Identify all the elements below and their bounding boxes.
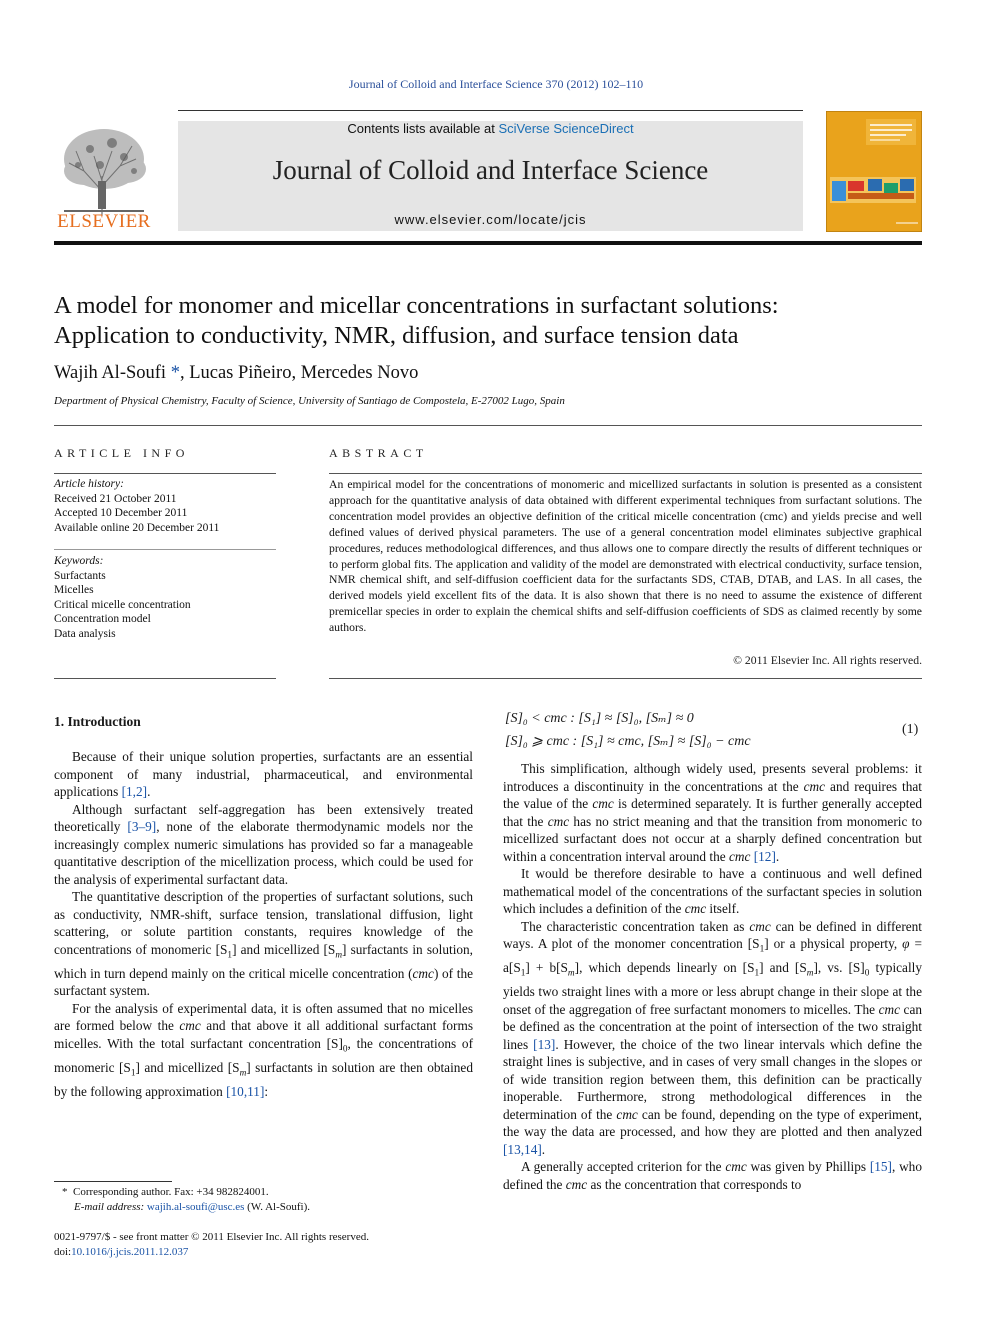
abstract-bottom-rule (329, 678, 922, 679)
footnote (62, 1185, 472, 1215)
right-column (503, 760, 922, 1193)
contents-prefix: Contents lists available at (347, 121, 499, 136)
author-list (54, 363, 418, 384)
title-line-2: Application to conductivity, NMR, diffusion, and surface tension data (54, 322, 739, 349)
author-name: Wajih Al-Soufi (54, 363, 167, 383)
accepted-date: Accepted 10 December 2011 (54, 507, 188, 519)
online-date: Available online 20 December 2011 (54, 521, 220, 534)
keywords-rule (54, 549, 276, 550)
article-info-rule (54, 473, 276, 474)
issn-line: 0021-9797/$ - see front matter © 2011 Elsevier Inc. All rights reserved. (54, 1231, 369, 1243)
title-line-1: A model for monomer and micellar concentrations in surfactant solutions: (54, 292, 779, 319)
journal-name: Journal of Colloid and Interface Science (272, 155, 709, 185)
info-bottom-rule (54, 678, 276, 679)
article-info-heading: ARTICLE INFO (54, 446, 189, 460)
intro-paragraph-4: For the analysis of experimental data, it is often assumed that no micelles are formed below the cmc and that above it all additional surfactant forms micelles. With the total surfactant concentration $[S]_0$, the concentrations of monomeric $[S_1]$ and micellized $[S_m]$ surfactants in solution are then obtained by the following approximation [10,11]: (54, 1000, 474, 1099)
equation-line-1: [S]₀ < cmc : [S₁] ≈ [S]₀, [Sₘ] ≈ 0 (505, 711, 694, 726)
doi-link[interactable]: 10.1016/j.jcis.2011.12.037 (71, 1245, 189, 1258)
history-label: Article history: (54, 478, 124, 490)
keyword: Critical micelle concentration (54, 598, 191, 611)
keywords-block (54, 554, 276, 641)
citation-link[interactable]: [1,2] (121, 784, 148, 799)
body-paragraph-2: It would be therefore desirable to have a continuous and well defined mathematical model of the concentrations of the surfactant species in solution which includes a definition of the cmc itself. (503, 866, 922, 916)
title-divider (54, 425, 922, 426)
abstract-copyright: © 2011 Elsevier Inc. All rights reserved. (733, 654, 922, 667)
article-history (54, 477, 276, 535)
citation-link[interactable]: [13] (533, 1036, 556, 1052)
affiliation: Department of Physical Chemistry, Faculty of Science, University of Santiago de Compostela, E-27002 Lugo, Spain (54, 395, 565, 407)
equation-line-2: [S]₀ ⩾ cmc : [S₁] ≈ cmc, [Sₘ] ≈ [S]₀ − cmc (505, 734, 751, 749)
email-link[interactable]: wajih.al-soufi@usc.es (146, 1201, 245, 1213)
intro-paragraph-3: The quantitative description of the properties of surfactant solutions, such as conductivity, NMR-shift, surface tension, translational diffusion, light scattering, or solute partition constants, requires knowledge of the concentrations of monomeric $[S_1]$ and micellized $[S_m]$ surfactants in solution, which in turn depend mainly on the critical micelle concentration (cmc) of the surfactant system. (54, 889, 474, 999)
contents-available-line (178, 121, 803, 136)
header-thick-rule (54, 241, 922, 245)
received-date: Received 21 October 2011 (54, 492, 177, 505)
equation-number: (1) (902, 722, 919, 737)
corresponding-author-mark[interactable]: * (166, 363, 180, 383)
body-paragraph-3: The characteristic concentration taken as cmc can be defined in different ways. A plot of the monomer concentration $[S_1]$ or a physical property, $\varphi = a[S_1] + b[S_m]$, which depends linearly on $[S_1]$ and $[S_m]$, vs. $[S]_0$ typically yields two straight lines with a more or less abrupt change in their slope at the onset of the aggregation of free surfactant monomers to micelles. The cmc can be defined as the concentration at the point of intersection of the two straight lines [13]. However, the choice of the two linear intervals which define the straight lines is subjective, and in cases of very small changes in the slopes or of wide transition region between them, this definition can be practically inoperable. Furthermore, strong methodological differences in the determination of the cmc can be found, depending on the type of experiment, the way the data are processed, and how they are plotted and then analyzed [13,14]. (503, 918, 922, 1157)
journal-reference[interactable]: Journal of Colloid and Interface Science 370 (2012) 102–110 (348, 77, 644, 91)
doi-line: doi:10.1016/j.jcis.2011.12.037 (54, 1245, 189, 1258)
keyword: Surfactants (54, 569, 106, 582)
sciencedirect-link[interactable]: SciVerse ScienceDirect (498, 121, 634, 136)
citation-link[interactable]: [15] (869, 1159, 892, 1175)
abstract-heading: ABSTRACT (329, 446, 428, 460)
intro-paragraph-1: Because of their unique solution properties, surfactants are an essential component of many industrial, pharmaceutical, and environmental applications [1,2]. (54, 749, 473, 799)
keyword: Data analysis (54, 627, 116, 640)
corresponding-author-note: * Corresponding author. Fax: +34 982824001. (62, 1186, 269, 1198)
intro-paragraph-2: Although surfactant self-aggregation has been extensively treated theoretically [3–9], none of the elaborate thermodynamic models nor the increasingly complex numeric simulations has provided so far a manageable quantitative description of the micellization process, which could be used for the analysis of experimental surfactant data. (54, 801, 473, 887)
citation-link[interactable]: [12] (753, 848, 776, 864)
section-heading-introduction: 1. Introduction (54, 714, 141, 729)
body-paragraph-1: This simplification, although widely used, presents several problems: it introduces a discontinuity in the concentrations at the cmc and requires that the value of the cmc is determined separately. It is further generally accepted that the cmc has no strict meaning and that the transition from monomeric to micellized surfactant does not occur at a sharply defined concentration but within a concentration interval around the cmc [12]. (503, 761, 922, 864)
journal-homepage-link[interactable]: www.elsevier.com/locate/jcis (394, 212, 587, 227)
journal-cover-image (826, 111, 922, 232)
keywords-label: Keywords: (54, 555, 104, 567)
abstract-text: An empirical model for the concentrations of monomeric and micellized surfactants in solution is presented as a consistent approach for the quantitative analysis of data obtained with different experimental techniques from surfactant solutions. The concentration model provides an objective definition of the critical micelle concentration (cmc) and yields precise and well defined values of derived physical parameters. The use of a general concentration model eliminates subjective graphical procedures, reduces methodological differences, and thus allows one to compare directly the results of different techniques or to perform global fits. The application and validity of the model are demonstrated with electrical conductivity, surface tension, NMR chemical shift, and self-diffusion coefficient data for the surfactants SDS, CTAB, DTAB, and LAS. In all cases, the derived models yield excellent fits of the data. It is also shown that there is no need to assume the existence of different premicellar species in order to explain the chemical shifts and self-diffusion coefficients of SDS as claimed recently by some authors. (329, 478, 922, 635)
keyword: Concentration model (54, 613, 151, 625)
citation-link[interactable]: [3–9] (127, 819, 157, 834)
citation-link[interactable]: [13,14] (503, 1141, 542, 1157)
left-column (54, 748, 473, 1100)
footnote-rule (54, 1181, 172, 1182)
other-authors: , Lucas Piñeiro, Mercedes Novo (179, 363, 419, 383)
header-top-rule (178, 110, 803, 111)
article-title (54, 291, 934, 351)
elsevier-wordmark: ELSEVIER (57, 211, 151, 232)
page-footer (54, 1230, 474, 1259)
body-paragraph-4: A generally accepted criterion for the cmc was given by Phillips [15], who defined the cmc as the concentration that corresponds to (503, 1159, 922, 1192)
email-note: E-mail address: wajih.al-soufi@usc.es (W. Al-Soufi). (74, 1201, 311, 1213)
citation-link[interactable]: [10,11] (226, 1083, 265, 1099)
keyword: Micelles (54, 584, 94, 596)
abstract-rule (329, 473, 922, 474)
